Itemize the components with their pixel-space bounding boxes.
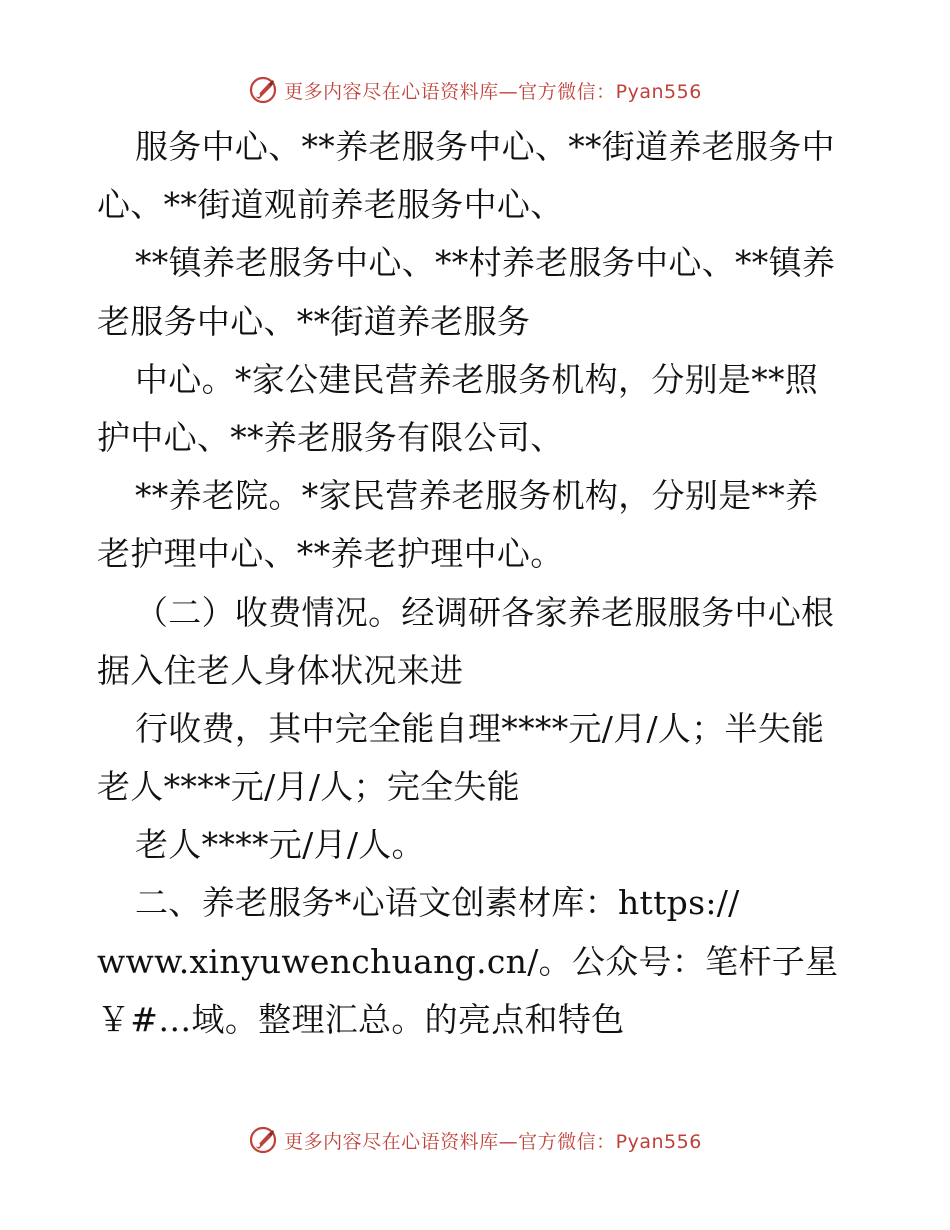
quill-pen-logo-icon — [248, 75, 278, 105]
paragraph-line: 老服务中心、**街道养老服务 — [97, 301, 531, 341]
header-watermark-banner — [0, 70, 950, 110]
footer-banner-label: 更多内容尽在心语资料库—官方微信： — [284, 1130, 616, 1153]
paragraph-line: 老人****元/月/人；完全失能 — [97, 767, 521, 807]
paragraph-line: 老人****元/月/人。 — [135, 825, 425, 865]
paragraph-line: **镇养老服务中心、**村养老服务中心、**镇养 — [135, 243, 836, 283]
header-banner-label: 更多内容尽在心语资料库—官方微信： — [284, 80, 616, 103]
paragraph-line: 心、**街道观前养老服务中心、 — [97, 185, 564, 225]
quill-pen-logo-icon — [248, 1125, 278, 1155]
paragraph-line: 老护理中心、**养老护理中心。 — [97, 534, 564, 574]
header-banner-handle: Pyan556 — [615, 80, 702, 103]
paragraph-line: 中心。*家公建民营养老服务机构，分别是**照 — [135, 359, 819, 399]
paragraph-line: 二、养老服务*心语文创素材库：https:// — [135, 883, 740, 923]
paragraph-line: 服务中心、**养老服务中心、**街道养老服务中 — [135, 127, 835, 166]
paragraph-line: 行收费，其中完全能自理****元/月/人；半失能 — [135, 708, 825, 748]
paragraph-line: 护中心、**养老服务有限公司、 — [97, 417, 564, 457]
header-banner-text — [284, 77, 702, 104]
paragraph-line: www.xinyuwenchuang.cn/。公众号：笔杆子星 — [97, 941, 839, 981]
document-body — [97, 118, 857, 1049]
paragraph-line: （二）收费情况。经调研各家养老服服务中心根 — [135, 592, 835, 632]
footer-banner-handle: Pyan556 — [615, 1130, 702, 1153]
paragraph-line: **养老院。*家民营养老服务机构，分别是**养 — [135, 476, 819, 516]
footer-banner-text — [284, 1127, 702, 1154]
footer-watermark-banner — [0, 1120, 950, 1160]
paragraph-line: 据入住老人身体状况来进 — [97, 650, 464, 690]
paragraph-line: ￥#…域。整理汇总。的亮点和特色 — [97, 999, 625, 1039]
